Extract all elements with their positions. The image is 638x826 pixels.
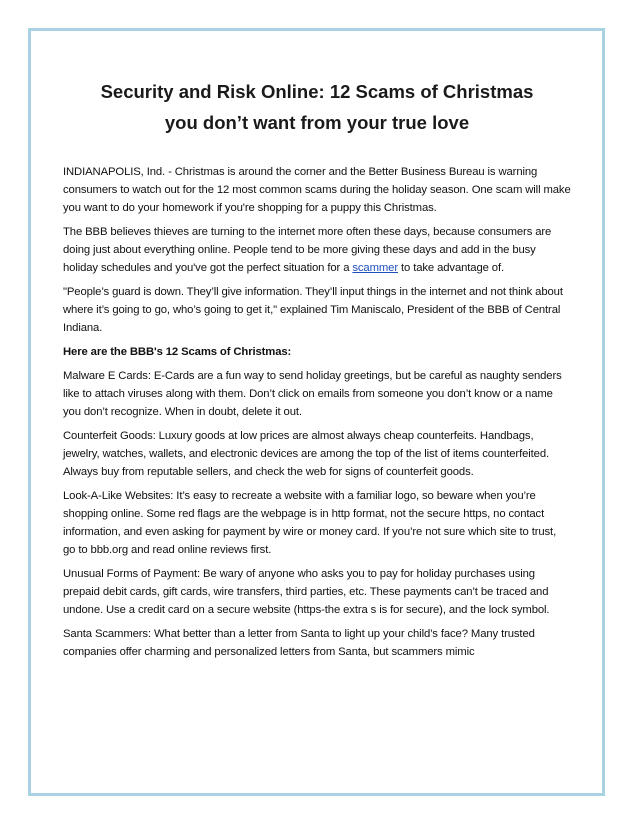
article xyxy=(63,76,571,667)
scammer-link[interactable]: scammer xyxy=(352,262,398,274)
scam-malware-ecards: Malware E Cards: E-Cards are a fun way to send holiday greetings, but be careful as naughty senders like to attach viruses along with them. Don’t click on emails from someone you don’t know or a name you don’t recognize. When in doubt, delete it out. xyxy=(63,370,562,418)
quote-paragraph: "People’s guard is down. They’ll give information. They’ll input things in the internet and not think about where it’s going to go, who’s going to get it," explained Tim Maniscalo, President of the BBB of Central Indiana. xyxy=(63,286,563,334)
scams-list-heading: Here are the BBB's 12 Scams of Christmas: xyxy=(63,346,292,358)
scam-counterfeit-goods: Counterfeit Goods: Luxury goods at low prices are almost always cheap counterfeits. Handbags, jewelry, watches, wallets, and electronic devices are among the top of the list of items counterfeited. Always buy from reputable sellers, and check the web for signs of counterfeit goods. xyxy=(63,430,549,478)
bbb-online-text-after: to take advantage of. xyxy=(397,262,504,274)
article-title xyxy=(63,76,571,138)
scam-lookalike-websites: Look-A-Like Websites: It’s easy to recreate a website with a familiar logo, so beware when you’re shopping online. Some red flags are the webpage is in http format, not the secure https, no contact information, and even asking for payment by wire or money card. If you’re not sure which site to trust, go to bbb.org and read online reviews first. xyxy=(63,490,557,556)
intro-paragraph: INDIANAPOLIS, Ind. - Christmas is around the corner and the Better Business Bureau is warning consumers to watch out for the 12 most common scams during the holiday season. One scam will make you want to do your homework if you're shopping for a puppy this Christmas. xyxy=(63,166,571,214)
bbb-online-paragraph xyxy=(63,223,571,277)
scam-santa-scammers: Santa Scammers: What better than a letter from Santa to light up your child’s face? Many trusted companies offer charming and personalized letters from Santa, but scammers mimic xyxy=(63,628,535,658)
article-title-line-2: you don’t want from your true love xyxy=(164,112,470,133)
article-title-line-1: Security and Risk Online: 12 Scams of Christmas xyxy=(100,81,534,102)
bbb-online-text-before: The BBB believes thieves are turning to the internet more often these days, because consumers are doing just about everything online. People tend to be more giving these days and add in the busy holiday schedules and you've got the perfect situation for a xyxy=(63,226,552,274)
scam-unusual-payment: Unusual Forms of Payment: Be wary of anyone who asks you to pay for holiday purchases using prepaid debit cards, gift cards, wire transfers, third parties, etc. These payments can’t be traced and undone. Use a credit card on a secure website (https-the extra s is for secure), and the lock symbol. xyxy=(63,568,550,616)
